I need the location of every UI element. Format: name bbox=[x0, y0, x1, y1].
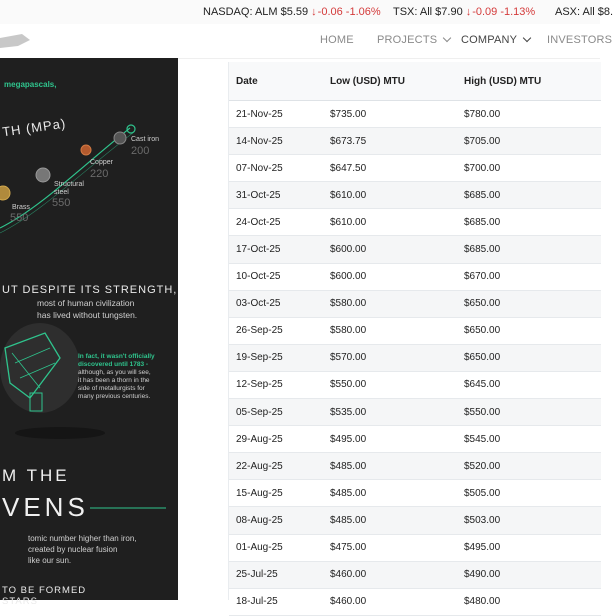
ticker-change: -0.06 -1.06% bbox=[317, 6, 381, 18]
table-row bbox=[229, 128, 601, 155]
cell-high: $645.00 bbox=[464, 371, 601, 398]
table-row bbox=[229, 371, 601, 398]
cell-low: $570.00 bbox=[330, 344, 464, 371]
like-sun-text: like our sun. bbox=[28, 556, 72, 565]
cell-low: $647.50 bbox=[330, 155, 464, 182]
table-row bbox=[229, 101, 601, 128]
table-row bbox=[229, 426, 601, 453]
cell-high: $685.00 bbox=[464, 209, 601, 236]
nav-projects[interactable] bbox=[377, 34, 450, 46]
table-row bbox=[229, 263, 601, 290]
table-row bbox=[229, 507, 601, 534]
cell-low: $495.00 bbox=[330, 426, 464, 453]
megapascals-label: megapascals, bbox=[4, 80, 57, 89]
brass-value: 550 bbox=[10, 212, 29, 224]
nav-investors[interactable]: INVESTORS bbox=[547, 34, 613, 46]
cell-low: $475.00 bbox=[330, 534, 464, 561]
cell-high: $685.00 bbox=[464, 182, 601, 209]
brass-label: Brass bbox=[12, 204, 30, 211]
ticker-label: TSX: All $7.90 bbox=[393, 6, 463, 18]
down-arrow-icon: ↓ bbox=[465, 6, 472, 18]
fact-line-1: In fact, it wasn't officially bbox=[78, 353, 155, 360]
atomic-text: tomic number higher than iron, bbox=[28, 534, 137, 543]
table-row bbox=[229, 236, 601, 263]
cell-date: 05-Sep-25 bbox=[229, 399, 330, 426]
table-row bbox=[229, 290, 601, 317]
cell-low: $485.00 bbox=[330, 507, 464, 534]
nav-home[interactable]: HOME bbox=[320, 34, 354, 46]
table-row bbox=[229, 344, 601, 371]
cell-low: $535.00 bbox=[330, 399, 464, 426]
cell-low: $610.00 bbox=[330, 209, 464, 236]
cell-low: $600.00 bbox=[330, 236, 464, 263]
table-row bbox=[229, 534, 601, 561]
cell-high: $480.00 bbox=[464, 588, 601, 615]
header-low[interactable]: Low (USD) MTU bbox=[330, 62, 464, 101]
has-lived-text: has lived without tungsten. bbox=[37, 310, 138, 320]
table-row bbox=[229, 480, 601, 507]
cell-high: $550.00 bbox=[464, 399, 601, 426]
copper-label: Copper bbox=[90, 159, 113, 166]
cell-high: $685.00 bbox=[464, 236, 601, 263]
cell-date: 17-Oct-25 bbox=[229, 236, 330, 263]
cell-high: $650.00 bbox=[464, 290, 601, 317]
to-be-formed-text: TO BE FORMED bbox=[2, 585, 87, 596]
cell-low: $600.00 bbox=[330, 263, 464, 290]
cell-low: $485.00 bbox=[330, 453, 464, 480]
cell-date: 15-Aug-25 bbox=[229, 480, 330, 507]
header-high[interactable]: High (USD) MTU bbox=[464, 62, 601, 101]
header-date[interactable]: Date bbox=[229, 62, 330, 101]
cell-high: $520.00 bbox=[464, 453, 601, 480]
cell-high: $545.00 bbox=[464, 426, 601, 453]
cell-high: $780.00 bbox=[464, 101, 601, 128]
stock-ticker bbox=[0, 0, 613, 25]
structural-label: Structural bbox=[54, 181, 84, 188]
cell-date: 25-Jul-25 bbox=[229, 561, 330, 588]
cell-low: $550.00 bbox=[330, 371, 464, 398]
table-row bbox=[229, 399, 601, 426]
cell-date: 24-Oct-25 bbox=[229, 209, 330, 236]
table-row bbox=[229, 182, 601, 209]
cell-date: 01-Aug-25 bbox=[229, 534, 330, 561]
cell-high: $700.00 bbox=[464, 155, 601, 182]
cell-date: 21-Nov-25 bbox=[229, 101, 330, 128]
cell-high: $650.00 bbox=[464, 344, 601, 371]
price-table bbox=[229, 62, 601, 616]
most-of-text: most of human civilization bbox=[37, 298, 135, 308]
fact-line-2: discovered until 1783 - bbox=[78, 361, 149, 368]
cast-iron-value: 200 bbox=[131, 145, 150, 157]
cell-low: $610.00 bbox=[330, 182, 464, 209]
ticker-change: -0.09 -1.13% bbox=[472, 6, 536, 18]
cell-low: $580.00 bbox=[330, 317, 464, 344]
nav-company[interactable] bbox=[461, 34, 530, 46]
ticker-item-asx[interactable] bbox=[555, 6, 613, 18]
tungsten-infographic bbox=[0, 58, 178, 607]
chevron-down-icon bbox=[443, 34, 451, 42]
cell-date: 08-Aug-25 bbox=[229, 507, 330, 534]
cell-low: $485.00 bbox=[330, 480, 464, 507]
cell-high: $490.00 bbox=[464, 561, 601, 588]
strength-heading: TH (MPa) bbox=[1, 115, 68, 140]
steel-label: steel bbox=[54, 189, 69, 196]
price-table-container[interactable] bbox=[228, 62, 601, 608]
cell-high: $495.00 bbox=[464, 534, 601, 561]
ticker-item-nasdaq[interactable] bbox=[203, 6, 381, 18]
stars-text: STARS bbox=[2, 596, 38, 607]
logo-icon[interactable] bbox=[0, 24, 40, 58]
cell-low: $460.00 bbox=[330, 588, 464, 615]
copper-value: 220 bbox=[90, 168, 109, 180]
main-navigation bbox=[0, 24, 613, 59]
cell-date: 18-Jul-25 bbox=[229, 588, 330, 615]
cell-high: $503.00 bbox=[464, 507, 601, 534]
cell-high: $650.00 bbox=[464, 317, 601, 344]
despite-heading: UT DESPITE ITS STRENGTH, bbox=[2, 284, 178, 296]
cell-low: $580.00 bbox=[330, 290, 464, 317]
nav-projects-label: PROJECTS bbox=[377, 34, 438, 46]
cell-date: 12-Sep-25 bbox=[229, 371, 330, 398]
cell-date: 22-Aug-25 bbox=[229, 453, 330, 480]
cell-high: $670.00 bbox=[464, 263, 601, 290]
cell-date: 29-Aug-25 bbox=[229, 426, 330, 453]
cell-date: 03-Oct-25 bbox=[229, 290, 330, 317]
fact-line-6: many previous centuries. bbox=[78, 393, 151, 400]
steel-value: 550 bbox=[52, 197, 71, 209]
cell-low: $673.75 bbox=[330, 128, 464, 155]
fact-line-4: it has been a thorn in the bbox=[78, 377, 150, 384]
table-row bbox=[229, 561, 601, 588]
table-row bbox=[229, 588, 601, 615]
cast-iron-label: Cast iron bbox=[131, 136, 160, 143]
table-row bbox=[229, 209, 601, 236]
ticker-label: NASDAQ: ALM $5.59 bbox=[203, 6, 309, 18]
created-text: created by nuclear fusion bbox=[28, 545, 118, 554]
cell-high: $505.00 bbox=[464, 480, 601, 507]
cell-date: 31-Oct-25 bbox=[229, 182, 330, 209]
fact-line-3: although, as you will see, bbox=[78, 369, 151, 376]
cell-date: 19-Sep-25 bbox=[229, 344, 330, 371]
table-header-row bbox=[229, 62, 601, 101]
ticker-label: ASX: All $8. bbox=[555, 6, 613, 18]
ticker-item-tsx[interactable] bbox=[393, 6, 535, 18]
cell-date: 07-Nov-25 bbox=[229, 155, 330, 182]
cell-low: $735.00 bbox=[330, 101, 464, 128]
cell-date: 26-Sep-25 bbox=[229, 317, 330, 344]
chevron-down-icon bbox=[523, 34, 531, 42]
fact-line-5: side of metallurgists for bbox=[78, 385, 145, 392]
heavens-heading: VENS bbox=[2, 492, 89, 522]
cell-high: $705.00 bbox=[464, 128, 601, 155]
cell-low: $460.00 bbox=[330, 561, 464, 588]
cell-date: 10-Oct-25 bbox=[229, 263, 330, 290]
table-row bbox=[229, 317, 601, 344]
from-the-heading: M THE bbox=[2, 466, 70, 485]
cell-date: 14-Nov-25 bbox=[229, 128, 330, 155]
table-row bbox=[229, 155, 601, 182]
nav-company-label: COMPANY bbox=[461, 34, 518, 46]
table-row bbox=[229, 453, 601, 480]
down-arrow-icon: ↓ bbox=[311, 6, 317, 18]
